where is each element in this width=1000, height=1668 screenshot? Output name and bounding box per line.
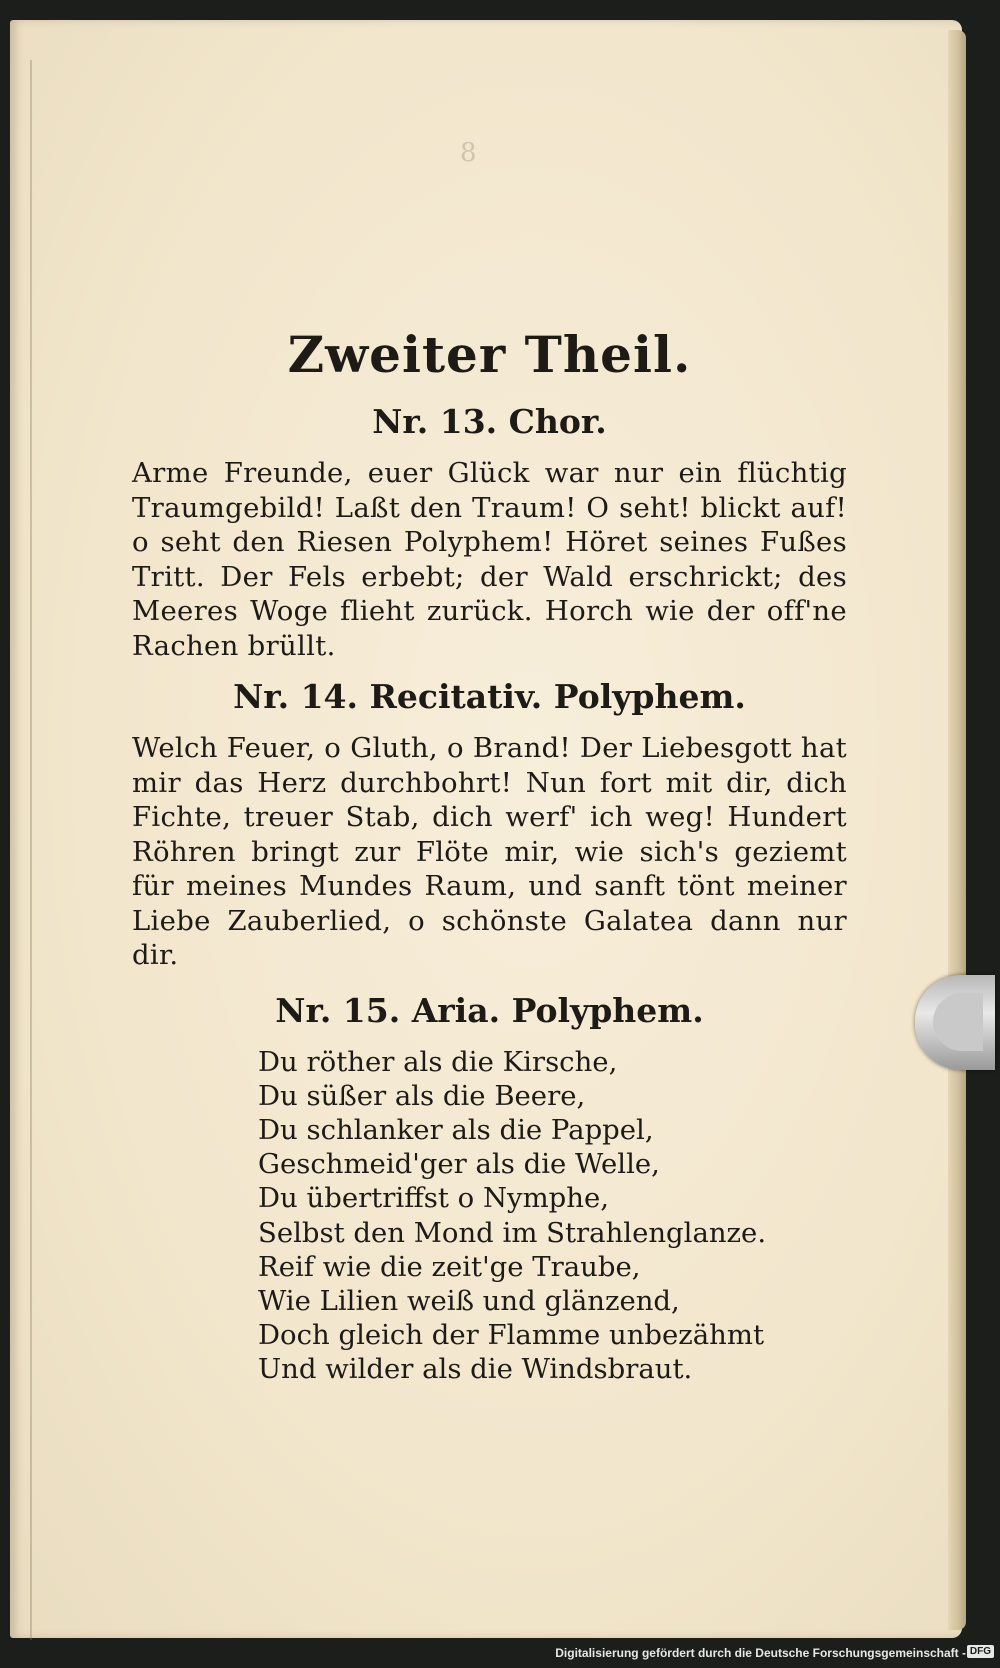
section-heading: Nr. 13. Chor. — [372, 402, 607, 441]
section-nr-15 — [132, 987, 847, 1387]
section-nr-13 — [132, 398, 847, 663]
verse-line: Du schlanker als die Pappel, — [258, 1113, 654, 1146]
verse-line: Geschmeid'ger als die Welle, — [258, 1148, 660, 1181]
dfg-logo: DFG — [967, 1645, 994, 1658]
section-text: Arme Freunde, euer Glück war nur ein flüchtig Traumgebild! Laßt den Traum! O seht! blickt auf! o seht den Riesen Polyphem! Höret seines Fußes Tritt. Der Fels erbebt; der Wald erschrickt; des Meeres Woge flieht zurück. Horch wie der off'ne Rachen brüllt. — [132, 457, 847, 662]
page-number: 8 — [460, 138, 477, 168]
page-clip-inner — [933, 993, 983, 1051]
page-fold-line — [30, 60, 32, 1640]
verse-line: Wie Lilien weiß und glänzend, — [258, 1284, 680, 1317]
book-page — [10, 20, 962, 1638]
bleed-through-text — [215, 200, 735, 240]
digitization-footer — [0, 1640, 1000, 1668]
verse-line: Und wilder als die Windsbraut. — [258, 1353, 693, 1386]
verse-line: Selbst den Mond im Strahlenglanze. — [258, 1216, 767, 1249]
verse-line: Du röther als die Kirsche, — [258, 1045, 618, 1078]
footer-credit: Digitalisierung gefördert durch die Deutsche Forschungsgemeinschaft - — [555, 1646, 966, 1660]
part-title: Zweiter Theil. — [287, 325, 692, 384]
verse-line: Du süßer als die Beere, — [258, 1079, 586, 1112]
verse-line: Du übertriffst o Nymphe, — [258, 1182, 609, 1215]
page-clip — [915, 975, 995, 1070]
section-text: Welch Feuer, o Gluth, o Brand! Der Liebesgott hat mir das Herz durchbohrt! Nun fort mit dir, dich Fichte, treuer Stab, dich werf' ich weg! Hundert Röhren bringt zur Flöte mir, wie sich's geziemt für meines Mundes Raum, und sanft tönt meiner Liebe Zauberlied, o schönste Galatea dann nur dir. — [132, 732, 847, 971]
verse-line: Doch gleich der Flamme unbezähmt — [258, 1319, 765, 1352]
page-stack-edge — [948, 30, 966, 1630]
aria-verses — [258, 1045, 847, 1387]
page-content — [132, 320, 847, 1387]
section-heading: Nr. 14. Recitativ. Polyphem. — [233, 677, 746, 716]
section-heading: Nr. 15. Aria. Polyphem. — [275, 990, 704, 1030]
section-nr-14 — [132, 673, 847, 973]
verse-line: Reif wie die zeit'ge Traube, — [258, 1250, 641, 1283]
